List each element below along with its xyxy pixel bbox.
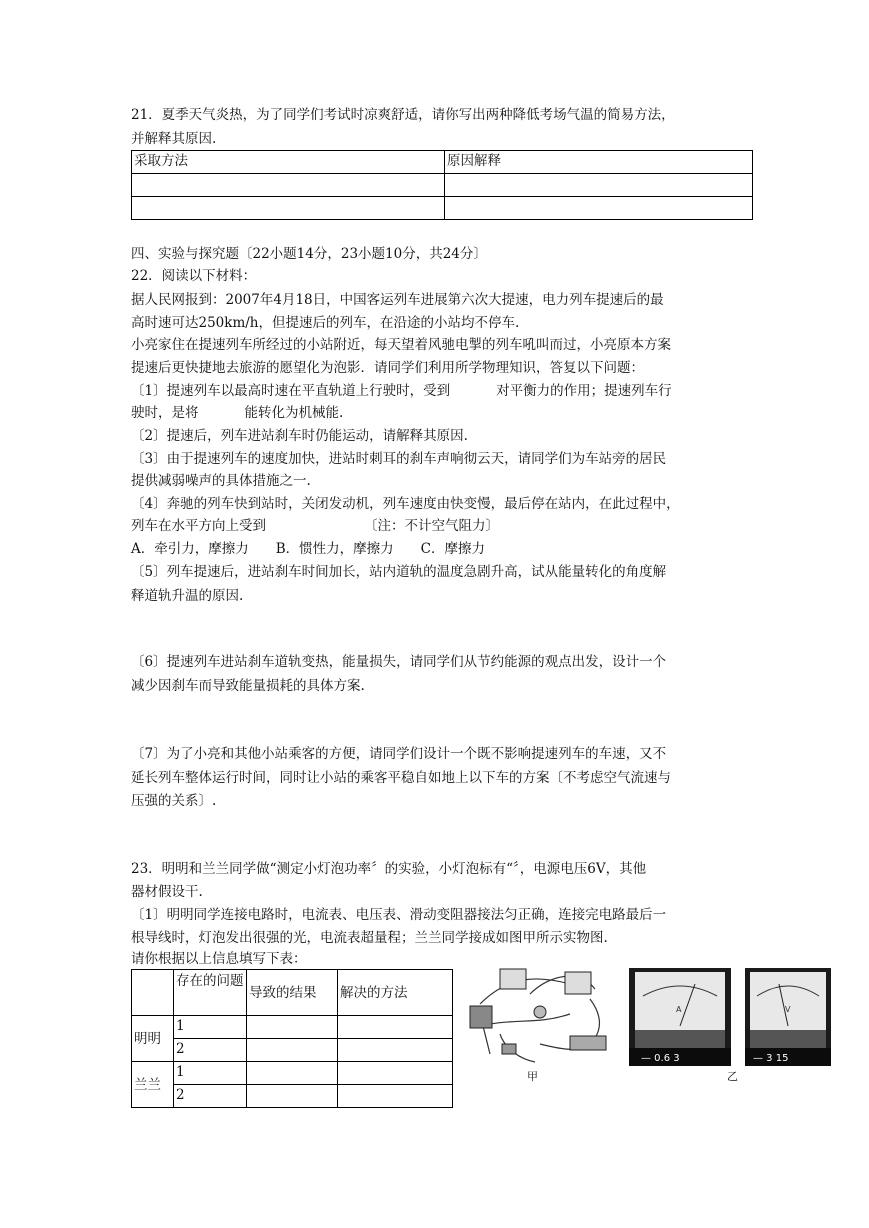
q23-header-result: 导致的结果 — [247, 970, 338, 1016]
q21-header-reason: 原因解释 — [445, 151, 753, 174]
q23-s1-l3: 请你根据以上信息填写下表： — [131, 951, 307, 967]
q22-s3-l1: 〔3〕由于提速列车的速度加快，进站时刺耳的刹车声响彻云天，请同学们为车站旁的居民 — [131, 451, 667, 467]
q23-s1-l2: 根导线时，灯泡发出很强的光，电流表超量程；兰兰同学接成如图甲所示实物图. — [131, 930, 608, 946]
q23-cell — [338, 1085, 453, 1108]
q22-p1-l2: 高时速可达250km/h，但提速后的列车，在沿途的小站均不停车. — [131, 315, 520, 331]
q23-header-problem: 存在的问题 — [174, 970, 247, 1016]
q22-s4-options: A．牵引力，摩擦力 B．惯性力，摩擦力 C．摩擦力 — [131, 541, 485, 557]
q22-s5-l1: 〔5〕列车提速后，进站刹车时间加长，站内道轨的温度急剧升高，试从能量转化的角度解 — [131, 564, 667, 580]
q21-cell — [445, 174, 753, 197]
q23-cell — [247, 1039, 338, 1062]
figure-label-jia: 甲 — [527, 1070, 538, 1083]
circuit-diagram-jia — [460, 964, 620, 1072]
q22-s4-l2b: 〔注：不计空气阻力〕 — [364, 518, 499, 534]
q22-s7-l2: 延长列车整体运行时间，同时让小站的乘客平稳自如地上以下车的方案〔不考虑空气流速与 — [131, 770, 671, 786]
q23-row-lanlan: 兰兰 — [132, 1062, 174, 1108]
q22-s1-c: 驶时，是将 — [131, 405, 199, 421]
q23-cell — [338, 1062, 453, 1085]
q23-l2: 器材假设干. — [131, 884, 203, 900]
q23-cell — [338, 1039, 453, 1062]
q22-p2-l2: 提速后更快捷地去旅游的愿望化为泡影．请同学们利用所学物理知识，答复以下问题： — [131, 360, 644, 376]
q22-s4-line2 — [131, 515, 499, 537]
q22-s1-line2 — [131, 402, 343, 424]
q23-cell — [338, 1016, 453, 1039]
q21-cell — [445, 197, 753, 220]
q22-s1-b: 对平衡力的作用；提速列车行 — [496, 383, 672, 399]
q22-s4-l2a: 列车在水平方向上受到 — [131, 518, 266, 534]
q21-header-method: 采取方法 — [132, 151, 445, 174]
q22-s4-l1: 〔4〕奔驰的列车快到站时，关闭发动机，列车速度由快变慢，最后停在站内，在此过程中， — [131, 496, 680, 512]
voltmeter-letter: V — [785, 1005, 791, 1014]
q21-cell — [132, 174, 445, 197]
q22-s5-l2: 释道轨升温的原因. — [131, 588, 244, 604]
q23-header-solution: 解决的方法 — [338, 970, 453, 1016]
q22-s7-l3: 压强的关系〕. — [131, 793, 217, 809]
q23-table — [131, 969, 453, 1108]
q23-row-number: 2 — [174, 1085, 247, 1108]
section4-heading: 四、实验与探究题〔22小题14分，23小题10分，共24分〕 — [131, 246, 487, 262]
q21-line1: 21．夏季天气炎热，为了同学们考试时凉爽舒适，请你写出两种降低考场气温的简易方法， — [131, 107, 675, 123]
q22-s3-l2: 提供减弱噪声的具体措施之一. — [131, 473, 311, 489]
q22-s6-l2: 减少因刹车而导致能量损耗的具体方案. — [131, 678, 365, 694]
q21-line2: 并解释其原因. — [131, 131, 217, 147]
q22-intro: 22．阅读以下材料： — [131, 268, 257, 284]
q22-s2: 〔2〕提速后，列车进站刹车时仍能运动，请解释其原因. — [131, 428, 468, 444]
ammeter-scale-label: — 0.6 3 — [641, 1053, 680, 1064]
q22-s6-l1: 〔6〕提速列车进站刹车道轨变热，能量损失，请同学们从节约能源的观点出发，设计一个 — [131, 654, 667, 670]
q21-table — [131, 150, 753, 220]
q23-l1: 23．明明和兰兰同学做“测定小灯泡功率〞的实验，小灯泡标有“〞，电源电压6V，其他 — [131, 861, 647, 877]
q22-p1-l1: 据人民网报到：2007年4月18日，中国客运列车进展第六次大提速，电力列车提速后的最 — [131, 292, 664, 308]
q22-s7-l1: 〔7〕为了小亮和其他小站乘客的方便，请同学们设计一个既不影响提速列车的车速，又不 — [131, 746, 667, 762]
voltmeter-scale-label: — 3 15 — [753, 1053, 789, 1064]
figure-label-yi: 乙 — [727, 1070, 738, 1083]
q23-row-number: 1 — [174, 1016, 247, 1039]
q23-s1-l1: 〔1〕明明同学连接电路时，电流表、电压表、滑动变阻器接法匀正确，连接完电路最后一 — [131, 907, 667, 923]
voltmeter-photo — [745, 968, 831, 1066]
q22-s1-line1 — [131, 380, 672, 402]
q23-row-number: 2 — [174, 1039, 247, 1062]
q23-row-number: 1 — [174, 1062, 247, 1085]
q23-cell — [247, 1085, 338, 1108]
q23-row-mingming: 明明 — [132, 1016, 174, 1062]
q22-s1-a: 〔1〕提速列车以最高时速在平直轨道上行驶时，受到 — [131, 383, 451, 399]
ammeter-photo — [629, 968, 731, 1066]
ammeter-letter: A — [676, 1005, 682, 1014]
q23-table-corner — [132, 970, 174, 1016]
q22-s1-d: 能转化为机械能. — [244, 405, 344, 421]
q22-p2-l1: 小亮家住在提速列车所经过的小站附近，每天望着风驰电掣的列车吼叫而过，小亮原本方案 — [131, 337, 671, 353]
q23-cell — [247, 1062, 338, 1085]
q23-cell — [247, 1016, 338, 1039]
q21-cell — [132, 197, 445, 220]
